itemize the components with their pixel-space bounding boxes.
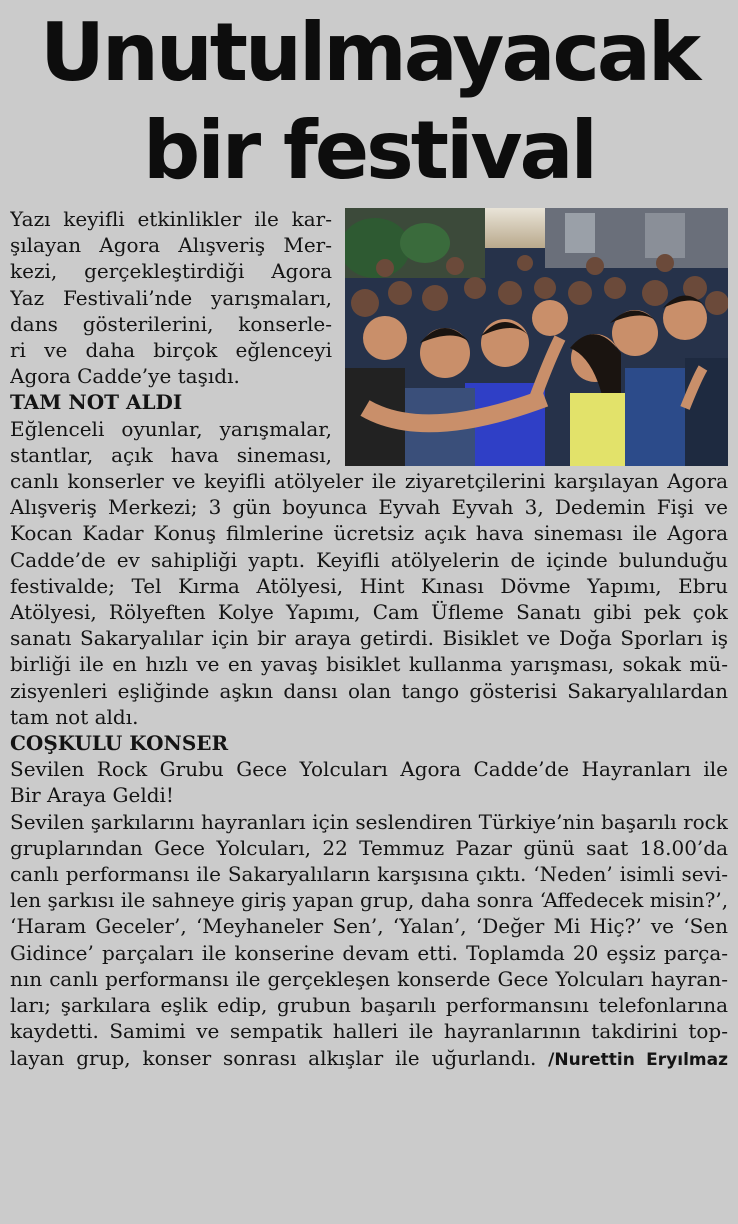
text-line: Sevilen şarkılarını hayranları için seslendiren Türkiye’nin başarılı rock — [10, 809, 728, 834]
headline-line-1: Unutulmayacak — [39, 6, 699, 99]
text-line: zisyenleri eşliğinde aşkın dansı olan tango gösterisi Sakaryalılardan — [10, 678, 728, 703]
section-heading-tam-not-aldi: TAM NOT ALDI — [10, 390, 183, 415]
section-heading-coskulu-konser: COŞKULU KONSER — [10, 731, 229, 756]
text-line: sanatı Sakaryalılar için bir araya getirdi. Bisiklet ve Doğa Sporları iş — [10, 626, 728, 651]
text-line: len şarkısı ile sahneye giriş yapan grup, daha sonra ‘Affedecek misin?’, — [10, 888, 728, 913]
headline — [0, 4, 738, 200]
text-line: Yazı keyifli etkinlikler ile kar- — [10, 207, 332, 231]
text-line: Sevilen Rock Grubu Gece Yolcuları Agora Cadde’de Hayranları ile — [10, 757, 728, 782]
text-line: canlı performansı ile Sakaryalıların karşısına çıktı. ‘Neden’ isimli sevi- — [10, 862, 728, 887]
article-body — [10, 206, 728, 1073]
text-line: gruplarından Gece Yolcuları, 22 Temmuz Pazar günü saat 18.00’da — [10, 835, 728, 860]
headline-line-2: bir festival — [143, 104, 595, 197]
text-line: dans gösterilerini, konserle- — [10, 311, 332, 336]
text-line: Kocan Kadar Konuş filmlerine ücretsiz açık hava sineması ile Agora — [10, 521, 728, 546]
text-line: şılayan Agora Alışveriş Mer- — [10, 233, 332, 258]
text-line: Gidince’ parçaları ile konserine devam etti. Toplamda 20 eşsiz parça- — [10, 940, 728, 965]
section1-paragraph — [10, 468, 728, 730]
intro-paragraph — [10, 206, 332, 389]
final-line — [10, 1045, 728, 1073]
text-line: kezi, gerçekleştirdiği Agora — [10, 259, 332, 284]
text-line: ‘Haram Geceler’, ‘Meyhaneler Sen’, ‘Yalan’, ‘Değer Mi Hiç?’ ve ‘Sen — [10, 914, 728, 939]
section1-narrow-lines — [10, 416, 332, 468]
text-line: birliği ile en hızlı ve en yavaş bisiklet kullanma yarışması, sokak mü- — [10, 652, 728, 677]
text-line: tam not aldı. — [10, 704, 139, 729]
text-line: canlı konserler ve keyifli atölyeler ile ziyaretçilerini karşılayan Agora — [10, 469, 728, 494]
text-line: ri ve daha birçok eğlenceyi — [10, 338, 332, 363]
final-line-text: layan grup, konser sonrası alkışlar ile uğurlandı. — [10, 1045, 537, 1070]
section2-paragraph — [10, 756, 728, 1072]
text-line: Alışveriş Merkezi; 3 gün boyunca Eyvah Eyvah 3, Dedemin Fişi ve — [10, 495, 728, 520]
text-line: Agora Cadde’ye taşıdı. — [10, 364, 240, 389]
text-line: festivalde; Tel Kırma Atölyesi, Hint Kınası Dövme Yapımı, Ebru — [10, 573, 728, 598]
text-line: Bir Araya Geldi! — [10, 783, 174, 808]
text-line: Yaz Festivali’nde yarışmaları, — [10, 285, 332, 310]
text-line: kaydetti. Samimi ve sempatik halleri ile hayranlarının takdirini top- — [10, 1019, 728, 1044]
text-line: stantlar, açık hava sineması, — [10, 442, 332, 467]
text-line: Cadde’de ev sahipliği yaptı. Keyifli atölyelerin de içinde bulunduğu — [10, 547, 728, 572]
author-byline: /Nurettin Eryılmaz — [548, 1049, 728, 1070]
text-line: Atölyesi, Rölyeften Kolye Yapımı, Cam Üfleme Sanatı gibi pek çok — [10, 600, 728, 625]
text-line: nın canlı performansı ile gerçekleşen konserde Gece Yolcuları hayran- — [10, 966, 728, 991]
text-line: ları; şarkılara eşlik edip, grubun başarılı performansını telefonlarına — [10, 993, 728, 1018]
text-line: Eğlenceli oyunlar, yarışmalar, — [10, 416, 332, 441]
